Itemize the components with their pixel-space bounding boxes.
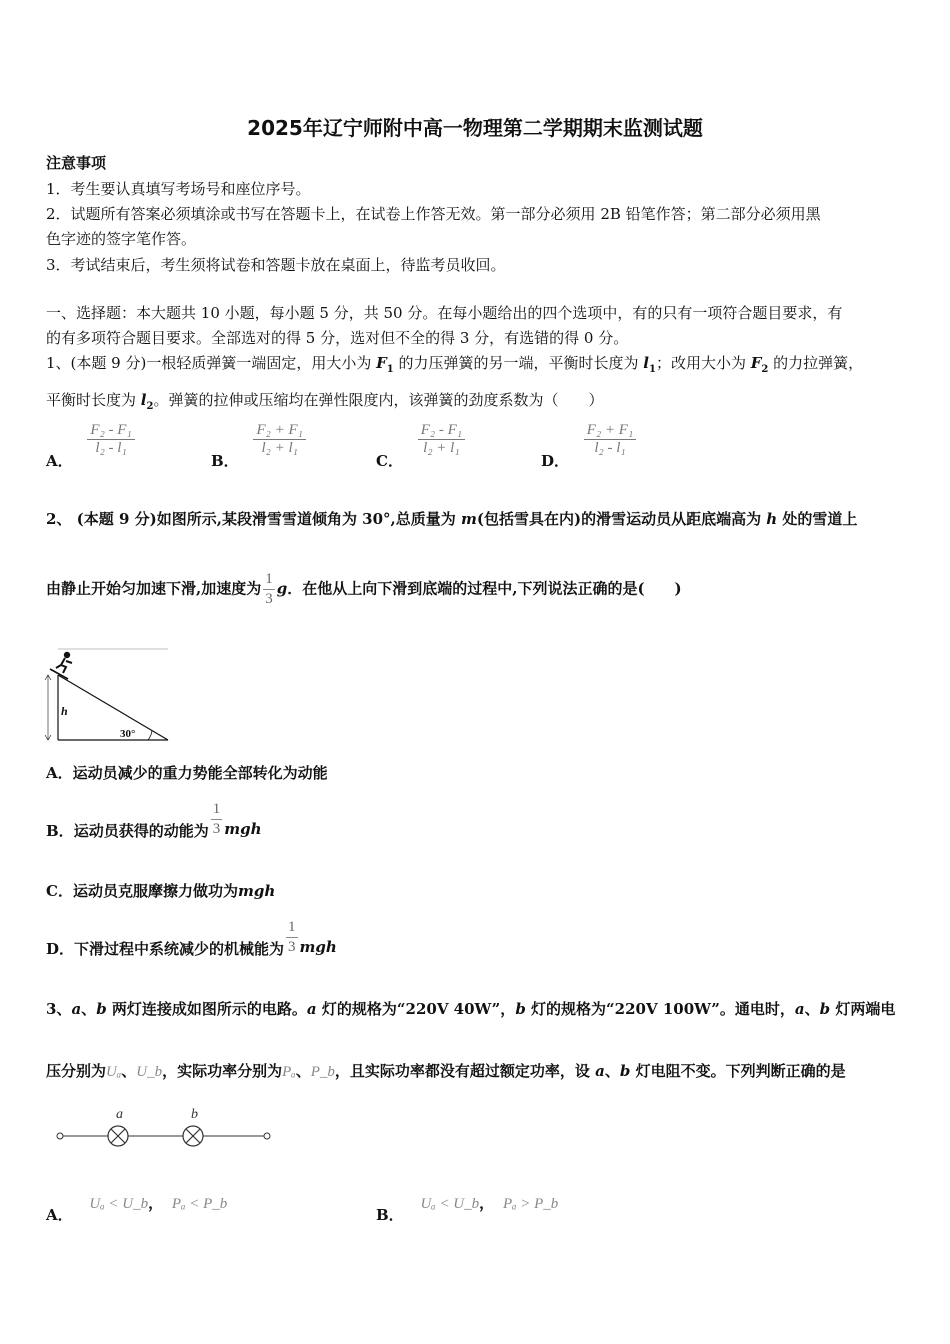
page-title: 2025年辽宁师附中高一物理第二学期期末监测试题 <box>247 116 703 140</box>
circuit-terminal-left <box>57 1133 63 1139</box>
q2-option-d[interactable]: D．下滑过程中系统减少的机械能为 $\frac{1}{3}$ mgh <box>46 919 337 958</box>
lamp-b-label: b <box>191 1107 198 1122</box>
q3-option-a[interactable]: A． Uₐ < U_b， Pₐ < P_b <box>46 1194 228 1224</box>
section-intro-line-2: 的有多项符合题目要求。全部选对的得 5 分，选对但不全的得 3 分，有选错的得 0 分。 <box>46 329 629 347</box>
q3-stem-line-2: 压分别为Uₐ、U_b，实际功率分别为Pₐ、P_b，且实际功率都没有超过额定功率，设 a、b 灯电阻不变。下列判断正确的是 <box>46 1062 846 1080</box>
q1-option-a[interactable]: A． $\frac{\text{F₂ - F₁}}{\text{l₂ - l₁}}$ <box>46 422 135 471</box>
q3-option-b[interactable]: B． Uₐ < U_b， Pₐ > P_b <box>376 1194 559 1224</box>
q2-option-a[interactable]: A．运动员减少的重力势能全部转化为动能 <box>46 764 328 782</box>
q2-stem-line-1: 2、 (本题 9 分)如图所示,某段滑雪雪道倾角为 30°,总质量为 m(包括雪具在内)的滑雪运动员从距底端高为 h 处的雪道上 <box>46 510 858 528</box>
q3-stem-line-1: 3、a、b 两灯连接成如图所示的电路。a 灯的规格为“220V 40W”，b 灯的规格为“220V 100W”。通电时，a、b 灯两端电 <box>46 1000 896 1018</box>
lamp-b-icon <box>183 1126 203 1146</box>
q2-option-b[interactable]: B．运动员获得的动能为 $\frac{1}{3}$ mgh <box>46 801 262 840</box>
circuit-figure <box>52 1104 277 1149</box>
notice-item-3: 3．考试结束后，考生须将试卷和答题卡放在桌面上，待监考员收回。 <box>46 256 506 274</box>
lamp-a-icon <box>108 1126 128 1146</box>
notice-heading: 注意事项 <box>46 154 107 172</box>
ski-slope-figure <box>44 645 174 745</box>
q2-option-c[interactable]: C．运动员克服摩擦力做功为mgh <box>46 882 276 900</box>
lamp-a-label: a <box>116 1107 123 1122</box>
figure-angle-label: 30° <box>120 728 136 740</box>
section-intro-line-1: 一、选择题：本大题共 10 小题，每小题 5 分，共 50 分。在每小题给出的四个选项中，有的只有一项符合题目要求，有 <box>46 304 843 322</box>
notice-item-2: 2．试题所有答案必须填涂或书写在答题卡上，在试卷上作答无效。第一部分必须用 2B 铅笔作答；第二部分必须用黑 <box>46 205 821 223</box>
notice-item-2-cont: 色字迹的签字笔作答。 <box>46 230 197 248</box>
figure-angle-arc <box>148 730 152 740</box>
q2-stem-line-2: 由静止开始匀加速下滑,加速度为 $\frac{1}{3}$ g．在他从上向下滑到底端的过程中,下列说法正确的是( ) <box>46 571 682 607</box>
q1-option-c[interactable]: C． $\frac{\text{F₂ - F₁}}{\text{l₂ + l₁}}$ <box>376 422 465 471</box>
circuit-terminal-right <box>264 1133 270 1139</box>
q1-stem-line-1: 1、(本题 9 分)一根轻质弹簧一端固定，用大小为 $F_1$ 的力压弹簧的另一端，平衡时长度为 $l_1$；改用大小为 $F_2$ 的力拉弹簧， <box>46 354 864 375</box>
skier-icon <box>50 652 72 679</box>
figure-height-label: h <box>61 704 68 718</box>
notice-item-1: 1．考生要认真填写考场号和座位序号。 <box>46 180 311 198</box>
q1-option-b[interactable]: B． $\frac{\text{F₂ + F₁}}{\text{l₂ + l₁}}$ <box>211 422 306 471</box>
figure-slope-line <box>58 675 168 740</box>
q1-option-d[interactable]: D． $\frac{\text{F₂ + F₁}}{\text{l₂ - l₁}}$ <box>541 422 636 471</box>
q1-stem-line-2: 平衡时长度为 $l_2$。弹簧的拉伸或压缩均在弹性限度内，该弹簧的劲度系数为（ ） <box>46 391 604 412</box>
